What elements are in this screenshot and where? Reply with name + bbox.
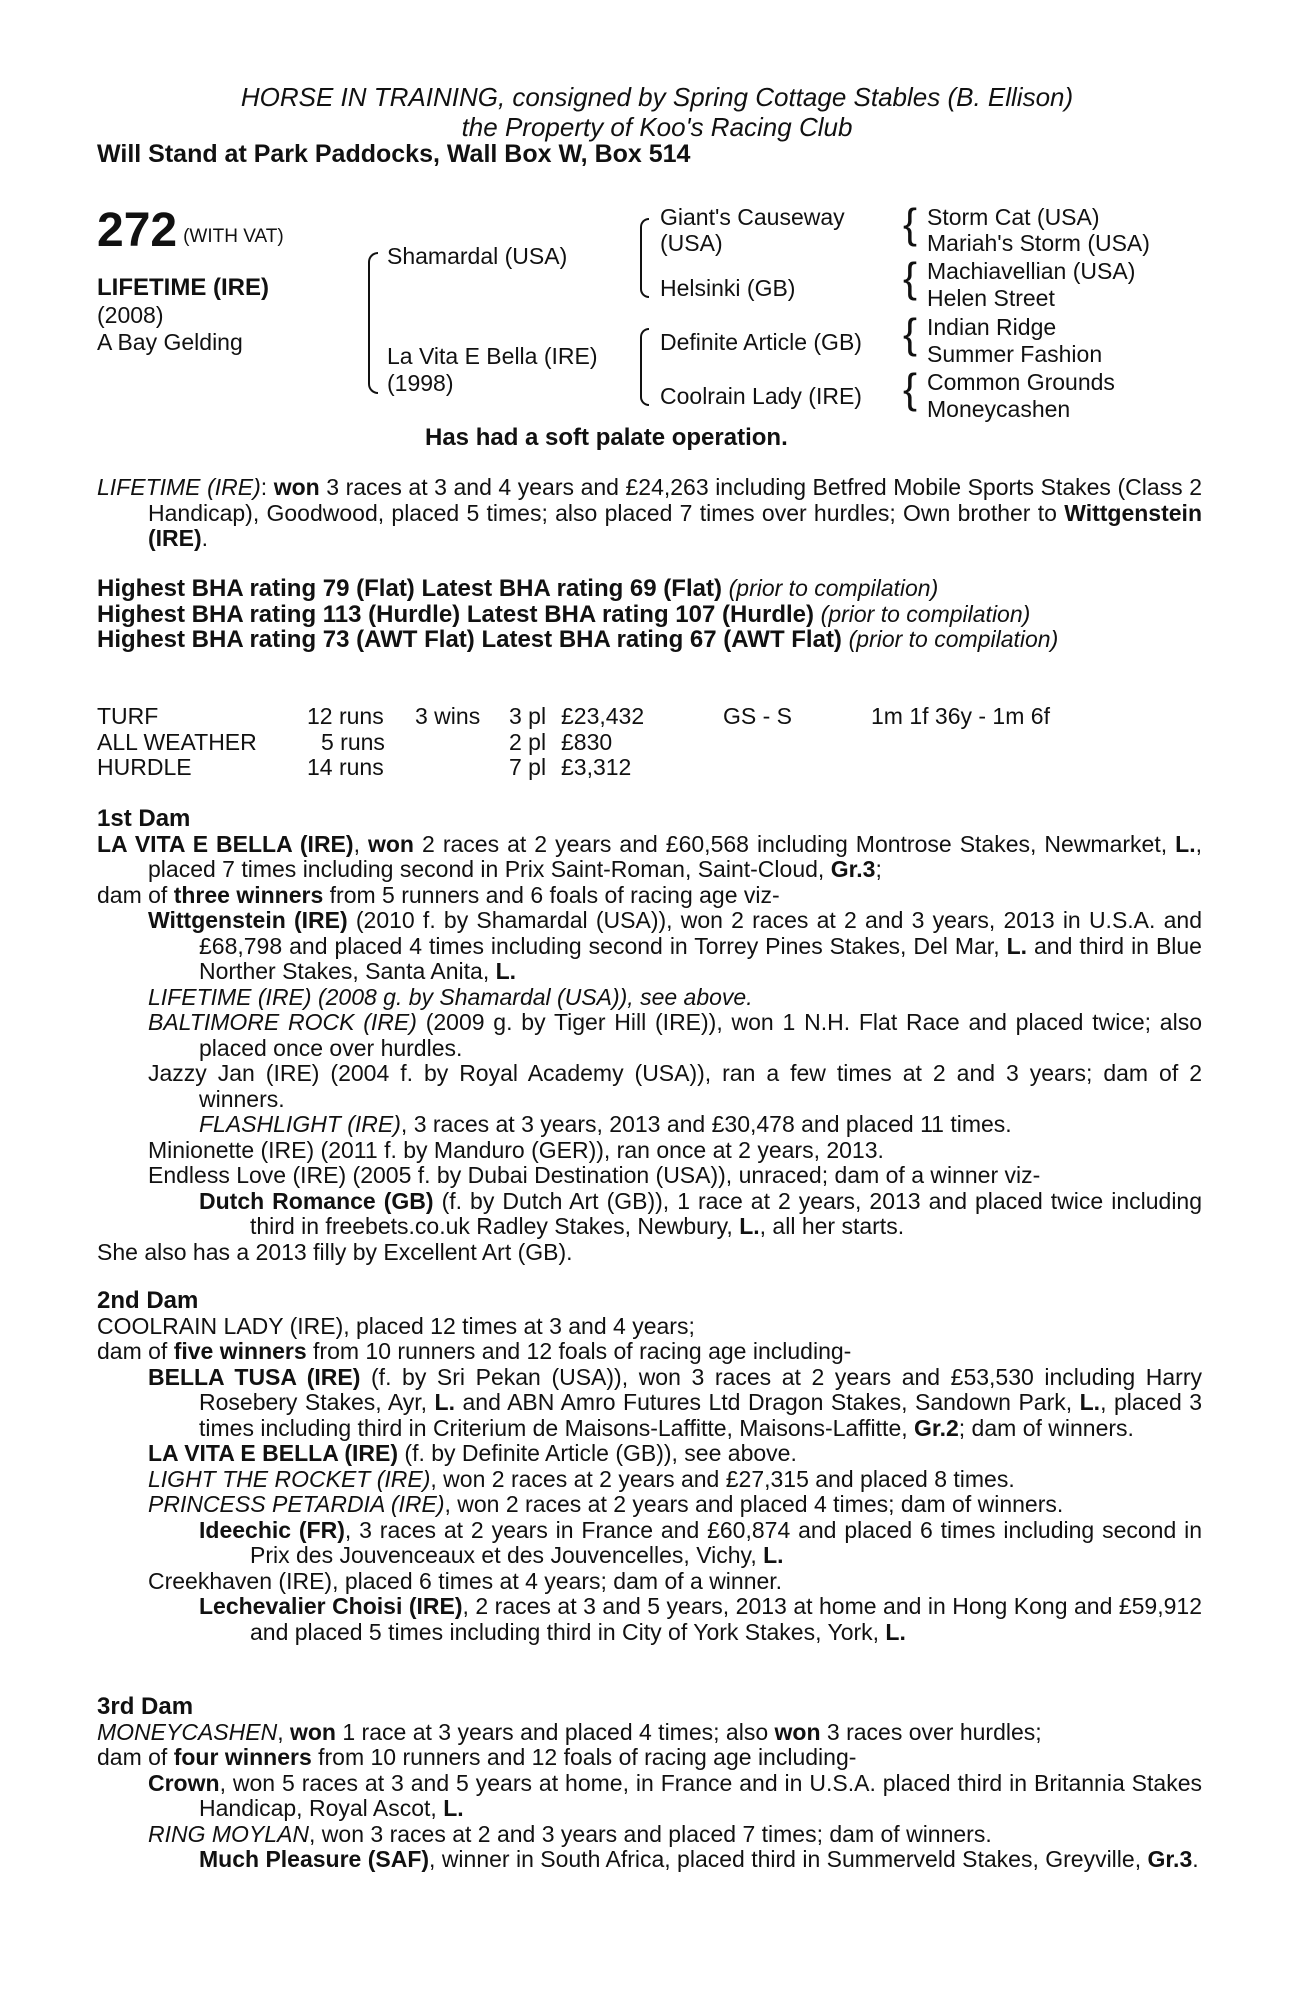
third-dam-section: 3rd Dam MONEYCASHEN, won 1 race at 3 years and placed 4 times; also won 3 races over hurdles; dam of four winners from 10 runners and 12 foals of racing age including- Crown, won 5 races at 3 and 5 years at home, in France and in U.S.A. placed third in Britannia Stakes Handicap, Royal Ascot, L. RING MOYLAN, won 3 races at 2 and 3 years and placed 7 times; dam of winners. Much Pleasure (SAF), winner in South Africa, placed third in Summerveld Stakes, Greyville, Gr.3.	[97, 1693, 1202, 1872]
surgery-note: Has had a soft palate operation.	[425, 424, 788, 451]
second-dam-heading: 2nd Dam	[97, 1287, 199, 1314]
produce-jazzy-jan: Jazzy Jan (IRE) (2004 f. by Royal Academy (USA)), ran a few times at 2 and 3 years; dam of 2 winners.	[148, 1060, 1202, 1112]
pedigree-dam: La Vita E Bella (IRE)	[387, 343, 598, 369]
produce-endless-love: Endless Love (IRE) (2005 f. by Dubai Destination (USA)), unraced; dam of a winner viz-	[148, 1162, 1041, 1188]
first-dam-section: 1st Dam LA VITA E BELLA (IRE), won 2 races at 2 years and £60,568 including Montrose Stakes, Newmarket, L., placed 7 times including second in Prix Saint-Roman, Saint-Cloud, Gr.3; dam of three winners from 5 runners and 6 foals of racing age viz- Wittgenstein (IRE) (2010 f. by Shamardal (USA)), won 2 races at 2 and 3 years, 2013 in U.S.A. and £68,798 and placed 4 times including second in Torrey Pines Stakes, Del Mar, L. and third in Blue Norther Stakes, Santa Anita, L. LIFETIME (IRE) (2008 g. by Shamardal (USA)), see above. BALTIMORE ROCK (IRE) (2009 g. by Tiger Hill (IRE)), won 1 N.H. Flat Race and placed twice; also placed once over hurdles. Jazzy Jan (IRE) (2004 f. by Royal Academy (USA)), ran a few times at 2 and 3 years; dam of 2 winners. FLASHLIGHT (IRE), 3 races at 3 years, 2013 and £30,478 and placed 11 times. Minionette (IRE) (2011 f. by Manduro (GER)), ran once at 2 years, 2013. Endless Love (IRE) (2005 f. by Dubai Destination (USA)), unraced; dam of a winner viz- Dutch Romance (GB) (f. by Dutch Art (GB)), 1 race at 2 years, 2013 and placed twice including third in freebets.co.uk Radley Stakes, Newbury, L., all her starts. She also has a 2013 filly by Excellent Art (GB).	[97, 805, 1203, 1265]
pedigree-dsd: Summer Fashion	[927, 341, 1103, 367]
record-row-turf: TURF 12 runs 3 wins 3 pl £23,432 GS - S 1m 1f 36y - 1m 6f	[97, 703, 1050, 729]
produce-flashlight: FLASHLIGHT (IRE), 3 races at 3 years, 2013 and £30,478 and placed 11 times.	[199, 1111, 1012, 1137]
produce-crown: Crown, won 5 races at 3 and 5 years at home, in France and in U.S.A. placed third in Britannia Stakes Handicap, Royal Ascot, L.	[148, 1769, 1202, 1821]
pedigree-sds: Machiavellian (USA)	[927, 258, 1136, 284]
pedigree-ddd: Moneycashen	[927, 396, 1071, 422]
rating-hurdle: Highest BHA rating 113 (Hurdle) Latest BHA rating 107 (Hurdle) (prior to compilation)	[97, 600, 1031, 628]
won-label: won	[273, 474, 320, 500]
record-row-hurdle: HURDLE 14 runs 7 pl £3,312	[97, 754, 632, 780]
produce-ring-moylan: RING MOYLAN, won 3 races at 2 and 3 years and placed 7 times; dam of winners.	[148, 1820, 992, 1847]
produce-creekhaven: Creekhaven (IRE), placed 6 times at 4 years; dam of a winner.	[148, 1567, 783, 1594]
produce-light-the-rocket: LIGHT THE ROCKET (IRE), won 2 races at 2 years and £27,315 and placed 8 times.	[148, 1465, 1015, 1492]
horse-name: LIFETIME (IRE)	[97, 274, 269, 301]
pedigree-sire-sire-country: (USA)	[660, 230, 723, 256]
ratings	[97, 576, 1202, 653]
owner-line: the Property of Koo's Racing Club	[461, 112, 853, 142]
rating-flat: Highest BHA rating 79 (Flat) Latest BHA rating 69 (Flat) (prior to compilation)	[97, 575, 939, 602]
pedigree-brace-g3d: {	[903, 365, 918, 412]
stand-location: Will Stand at Park Paddocks, Wall Box W, Box 514	[97, 140, 691, 168]
produce-lechevalier-choisi: Lechevalier Choisi (IRE), 2 races at 3 and 5 years, 2013 at home and in Hong Kong and £59,912 and placed 5 times including third in City of York Stakes, York, L.	[199, 1593, 1202, 1645]
pedigree-brace-gen1	[368, 252, 378, 394]
produce-bella-tusa: BELLA TUSA (IRE) (f. by Sri Pekan (USA)), won 3 races at 2 years and £53,530 including Harry Rosebery Stakes, Ayr, L. and ABN Amro Futures Ltd Dragon Stakes, Sandown Park, L., placed 3 times including third in Criterium de Maisons-Laffitte, Maisons-Laffitte, Gr.2; dam of winners.	[148, 1363, 1203, 1441]
pedigree-brace-dam	[640, 328, 649, 406]
third-dam-heading: 3rd Dam	[97, 1693, 194, 1720]
lot-number: 272 (WITH VAT)	[97, 204, 284, 257]
pedigree-sss: Storm Cat (USA)	[927, 204, 1100, 230]
pedigree-dam-year: (1998)	[387, 370, 454, 396]
produce-baltimore-rock: BALTIMORE ROCK (IRE) (2009 g. by Tiger Hill (IRE)), won 1 N.H. Flat Race and placed twice; also placed once over hurdles.	[148, 1009, 1202, 1061]
horse-description: A Bay Gelding	[97, 329, 243, 355]
pedigree-dds: Common Grounds	[927, 369, 1115, 395]
record-row-all-weather: ALL WEATHER 5 runs 2 pl £830	[97, 728, 613, 755]
produce-wittgenstein: Wittgenstein (IRE) (2010 f. by Shamardal (USA)), won 2 races at 2 and 3 years, 2013 in U.S.A. and £68,798 and placed 4 times including second in Torrey Pines Stakes, Del Mar, L. and third in Blue Norther Stakes, Santa Anita, L.	[148, 907, 1202, 984]
pedigree-dam-sire: Definite Article (GB)	[660, 329, 862, 355]
first-dam-heading: 1st Dam	[97, 805, 191, 832]
pedigree-sire-dam: Helsinki (GB)	[660, 275, 796, 301]
own-brother: Wittgenstein (IRE)	[148, 499, 1202, 551]
rating-awt-flat: Highest BHA rating 73 (AWT Flat) Latest BHA rating 67 (AWT Flat) (prior to compilation)	[97, 626, 1059, 653]
pedigree-ssd: Mariah's Storm (USA)	[927, 230, 1150, 256]
summary-horse-name: LIFETIME (IRE)	[97, 474, 261, 500]
produce-much-pleasure: Much Pleasure (SAF), winner in South Africa, placed third in Summerveld Stakes, Greyville, Gr.3.	[199, 1846, 1199, 1872]
pedigree-brace-g3c: {	[903, 310, 918, 357]
pedigree-sdd: Helen Street	[927, 285, 1055, 311]
also-has: She also has a 2013 filly by Excellent Art (GB).	[97, 1238, 573, 1265]
produce-princess-petardia: PRINCESS PETARDIA (IRE), won 2 races at 2 years and placed 4 times; dam of winners.	[148, 1491, 1064, 1517]
pedigree-dam-dam: Coolrain Lady (IRE)	[660, 383, 862, 409]
produce-minionette: Minionette (IRE) (2011 f. by Manduro (GER)), ran once at 2 years, 2013.	[148, 1136, 884, 1163]
produce-la-vita-e-bella: LA VITA E BELLA (IRE) (f. by Definite Article (GB)), see above.	[148, 1440, 797, 1466]
pedigree-sire: Shamardal (USA)	[387, 243, 568, 269]
produce-ideechic: Ideechic (FR), 3 races at 2 years in France and £60,874 and placed 6 times including second in Prix des Jouvenceaux et des Jouvencelles, Vichy, L.	[199, 1516, 1202, 1568]
produce-lifetime: LIFETIME (IRE) (2008 g. by Shamardal (USA)), see above.	[148, 983, 753, 1010]
race-record-table	[97, 704, 1050, 781]
foaling-year: (2008)	[97, 302, 164, 328]
second-dam-section: 2nd Dam COOLRAIN LADY (IRE), placed 12 times at 3 and 4 years; dam of five winners from 10 runners and 12 foals of racing age including- BELLA TUSA (IRE) (f. by Sri Pekan (USA)), won 3 races at 2 years and £53,530 including Harry Rosebery Stakes, Ayr, L. and ABN Amro Futures Ltd Dragon Stakes, Sandown Park, L., placed 3 times including third in Criterium de Maisons-Laffitte, Maisons-Laffitte, Gr.2; dam of winners. LA VITA E BELLA (IRE) (f. by Definite Article (GB)), see above. LIGHT THE ROCKET (IRE), won 2 races at 2 years and £27,315 and placed 8 times. PRINCESS PETARDIA (IRE), won 2 races at 2 years and placed 4 times; dam of winners. Ideechic (FR), 3 races at 2 years in France and £60,874 and placed 6 times including second in Prix des Jouvenceaux et des Jouvencelles, Vichy, L. Creekhaven (IRE), placed 6 times at 4 years; dam of a winner. Lechevalier Choisi (IRE), 2 races at 3 and 5 years, 2013 at home and in Hong Kong and £59,912 and placed 5 times including third in City of York Stakes, York, L.	[97, 1287, 1203, 1645]
vat-note: (WITH VAT)	[183, 226, 284, 247]
produce-dutch-romance: Dutch Romance (GB) (f. by Dutch Art (GB)), 1 race at 2 years, 2013 and placed twice including third in freebets.co.uk Radley Stakes, Newbury, L., all her starts.	[199, 1187, 1203, 1239]
pedigree-dss: Indian Ridge	[927, 314, 1057, 340]
pedigree-brace-g3a: {	[903, 200, 918, 247]
pedigree-sire-sire: Giant's Causeway	[660, 204, 845, 230]
consignor-line: HORSE IN TRAINING, consigned by Spring Cottage Stables (B. Ellison)	[240, 82, 1074, 112]
pedigree-brace-g3b: {	[903, 254, 918, 301]
pedigree-brace-sire	[640, 218, 649, 298]
race-summary: LIFETIME (IRE): won 3 races at 3 and 4 years and £24,263 including Betfred Mobile Sports Stakes (Class 2 Handicap), Goodwood, placed 5 times; also placed 7 times over hurdles; Own brother to Wittgenstein (IRE).	[97, 474, 1202, 551]
